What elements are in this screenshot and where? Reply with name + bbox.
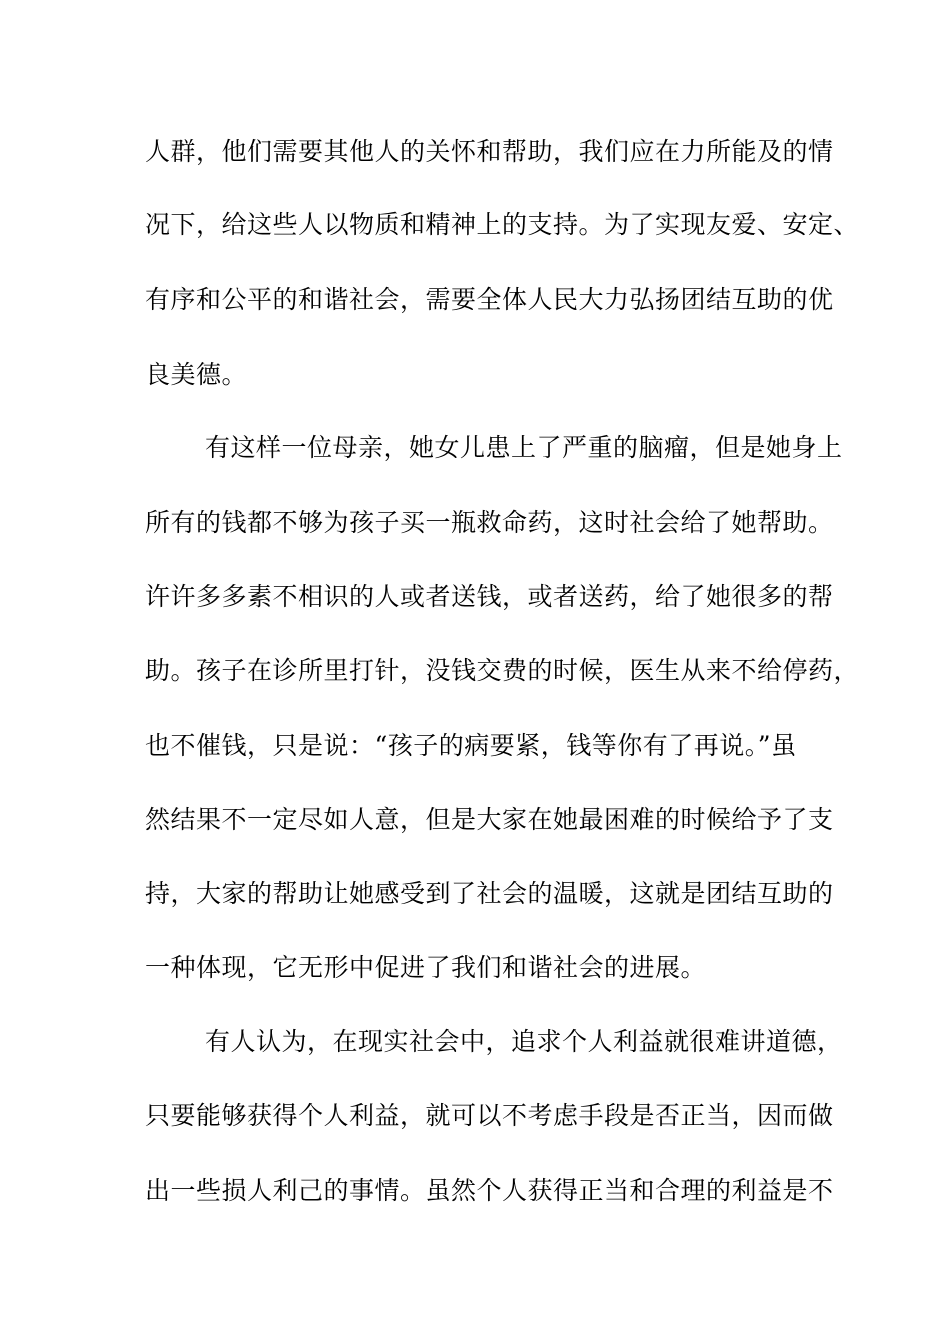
paragraph-first-line: 有人认为，在现实社会中，追求个人利益就很难讲道德， xyxy=(205,1027,843,1056)
text-line: 况下，给这些人以物质和精神上的支持。为了实现友爱、安定、 xyxy=(145,210,860,239)
text-line: 出一些损人利己的事情。虽然个人获得正当和合理的利益是不 xyxy=(145,1176,834,1205)
text-line: 有序和公平的和谐社会，需要全体人民大力弘扬团结互助的优 xyxy=(145,285,834,314)
text-line: 助。孩子在诊所里打针，没钱交费的时候，医生从来不给停药， xyxy=(145,656,860,685)
text-line: 人群，他们需要其他人的关怀和帮助，我们应在力所能及的情 xyxy=(145,137,834,166)
text-line: 所有的钱都不够为孩子买一瓶救命药，这时社会给了她帮助。 xyxy=(145,508,834,537)
text-line: 只要能够获得个人利益，就可以不考虑手段是否正当，因而做 xyxy=(145,1101,834,1130)
text-line: 持，大家的帮助让她感受到了社会的温暖，这就是团结互助的 xyxy=(145,879,834,908)
text-line: 也不催钱，只是说：“孩子的病要紧，钱等你有了再说。”虽 xyxy=(145,731,797,760)
text-line: 许许多多素不相识的人或者送钱，或者送药，给了她很多的帮 xyxy=(145,582,834,611)
text-line: 一种体现，它无形中促进了我们和谐社会的进展。 xyxy=(145,953,707,982)
text-line: 然结果不一定尽如人意，但是大家在她最困难的时候给予了支 xyxy=(145,805,834,834)
text-line: 良美德。 xyxy=(145,360,248,389)
paragraph-first-line: 有这样一位母亲，她女儿患上了严重的脑瘤，但是她身上 xyxy=(205,433,843,462)
